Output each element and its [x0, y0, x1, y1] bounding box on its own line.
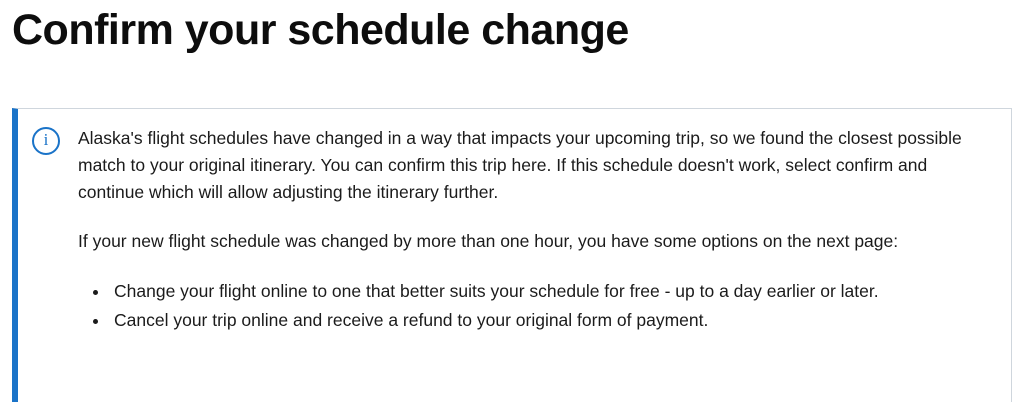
info-notice-panel [12, 108, 1012, 402]
page-title: Confirm your schedule change [12, 6, 629, 54]
notice-options-list [78, 278, 988, 334]
notice-content [18, 109, 1011, 336]
notice-paragraph-2: If your new flight schedule was changed by more than one hour, you have some options on the next page: [78, 231, 899, 252]
list-item: • Change your flight online to one that better suits your schedule for free - up to a day earlier or later. [110, 278, 988, 305]
notice-paragraph-1: Alaska's flight schedules have changed in a way that impacts your upcoming trip, so we found the closest possible match to your original itinerary. You can confirm this trip here. If this schedule doesn't work, select confirm and continue which will allow adjusting the itinerary further. [78, 128, 962, 203]
notice-text [78, 125, 988, 336]
list-item: • Cancel your trip online and receive a refund to your original form of payment. [110, 307, 988, 334]
info-icon: i [32, 127, 60, 155]
